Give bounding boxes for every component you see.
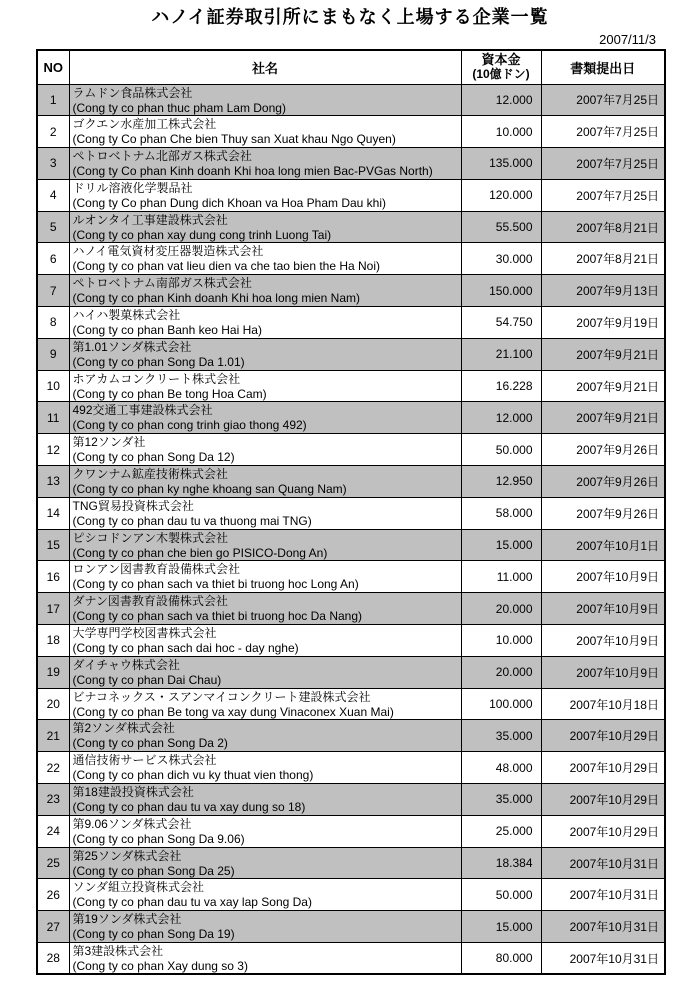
table-row [37,720,665,752]
table-row [37,497,665,529]
capital-cell: 10.000 [461,625,541,657]
row-number-cell: 5 [37,211,69,243]
company-name-japanese: ペトロベトナム北部ガス株式会社 [72,149,252,164]
capital-cell: 100.000 [461,688,541,720]
company-name-vietnamese: (Cong ty co phan Kinh doanh Khi hoa long mien Nam) [72,291,361,306]
header-capital-line2: (10億ドン) [472,67,530,82]
company-name-japanese: ダナン図書教育設備株式会社 [72,594,228,609]
company-name-cell [69,434,461,466]
table-row [37,561,665,593]
company-name-vietnamese: (Cong ty co phan sach va thiet bi truong hoc Da Nang) [72,609,362,624]
table-row [37,752,665,784]
page-title: ハノイ証券取引所にまもなく上場する企業一覧 [151,7,549,27]
table-row [37,625,665,657]
company-name-cell [69,402,461,434]
company-name-japanese: ビナコネックス・スアンマイコンクリート建設株式会社 [72,689,371,704]
capital-cell: 50.000 [461,879,541,911]
row-number-cell: 28 [37,943,69,975]
submission-date-cell: 2007年8月21日 [541,211,665,243]
submission-date-cell: 2007年9月21日 [541,370,665,402]
submission-date-cell: 2007年10月9日 [541,625,665,657]
table-row [37,179,665,211]
company-name-cell [69,815,461,847]
table-row [37,529,665,561]
company-name-cell [69,784,461,816]
company-name-vietnamese: (Cong ty co phan sach dai hoc - day nghe) [72,641,299,656]
header-submission-date: 書類提出日 [541,50,665,84]
row-number-cell: 8 [37,307,69,339]
row-number-cell: 25 [37,847,69,879]
company-name-japanese: ホアカムコンクリート株式会社 [72,371,241,386]
company-name-japanese: 第2ソンダ株式会社 [72,721,175,736]
company-name-vietnamese: (Cong ty co phan thuc pham Lam Dong) [72,100,286,115]
company-name-vietnamese: (Cong ty Co phan Che bien Thuy san Xuat khau Ngo Quyen) [72,132,396,147]
row-number-cell: 14 [37,497,69,529]
company-name-vietnamese: (Cong ty co phan Song Da 2) [72,736,228,751]
company-name-vietnamese: (Cong ty co phan Banh keo Hai Ha) [72,323,262,338]
company-name-vietnamese: (Cong ty co phan Song Da 25) [72,863,235,878]
company-name-vietnamese: (Cong ty Co phan Dung dich Khoan va Hoa Pham Dau khi) [72,195,387,210]
table-row [37,847,665,879]
company-name-vietnamese: (Cong ty co phan Song Da 12) [72,450,235,465]
table-row [37,815,665,847]
company-name-japanese: ドリル溶液化学製品社 [72,180,193,195]
capital-cell: 20.000 [461,593,541,625]
table-row [37,307,665,339]
company-name-cell [69,211,461,243]
submission-date-cell: 2007年10月31日 [541,879,665,911]
capital-cell: 15.000 [461,911,541,943]
company-name-vietnamese: (Cong ty co phan Be tong Hoa Cam) [72,386,267,401]
company-name-japanese: 第18建設投資株式会社 [72,785,194,800]
table-header-row [37,50,665,84]
row-number-cell: 3 [37,148,69,180]
company-name-cell [69,625,461,657]
row-number-cell: 21 [37,720,69,752]
row-number-cell: 17 [37,593,69,625]
company-name-japanese: ソンダ組立投資株式会社 [72,880,205,895]
row-number-cell: 24 [37,815,69,847]
submission-date-cell: 2007年10月9日 [541,561,665,593]
company-name-vietnamese: (Cong ty co phan Dai Chau) [72,672,222,687]
company-name-cell [69,561,461,593]
row-number-cell: 12 [37,434,69,466]
row-number-cell: 1 [37,84,69,116]
capital-cell: 16.228 [461,370,541,402]
company-name-japanese: ペトロベトナム南部ガス株式会社 [72,276,252,291]
company-name-japanese: ゴクエン水産加工株式会社 [72,117,217,132]
table-row [37,943,665,975]
capital-cell: 12.000 [461,402,541,434]
company-name-japanese: ダイチャウ株式会社 [72,657,180,672]
submission-date-cell: 2007年9月21日 [541,402,665,434]
capital-cell: 50.000 [461,434,541,466]
company-name-japanese: 第19ソンダ株式会社 [72,912,182,927]
company-name-cell [69,847,461,879]
company-name-vietnamese: (Cong ty co phan Song Da 1.01) [72,354,245,369]
table-row [37,593,665,625]
table-row [37,911,665,943]
company-name-cell [69,688,461,720]
capital-cell: 80.000 [461,943,541,975]
row-number-cell: 27 [37,911,69,943]
capital-cell: 150.000 [461,275,541,307]
company-name-vietnamese: (Cong ty co phan Song Da 9.06) [72,831,245,846]
capital-cell: 120.000 [461,179,541,211]
company-name-japanese: ピシコドンアン木製株式会社 [72,530,229,545]
company-name-cell [69,84,461,116]
capital-cell: 35.000 [461,720,541,752]
capital-cell: 12.950 [461,466,541,498]
company-name-cell [69,497,461,529]
submission-date-cell: 2007年10月31日 [541,847,665,879]
row-number-cell: 26 [37,879,69,911]
company-name-cell [69,179,461,211]
submission-date-cell: 2007年7月25日 [541,84,665,116]
company-name-japanese: クワンナム鉱産技術株式会社 [72,467,228,482]
capital-cell: 25.000 [461,815,541,847]
submission-date-cell: 2007年10月29日 [541,784,665,816]
company-name-japanese: 第3建設株式会社 [72,944,164,959]
company-name-japanese: 第9.06ソンダ株式会社 [72,816,192,831]
company-name-japanese: 大学専門学校図書株式会社 [72,626,217,641]
company-name-japanese: 492交通工事建設株式会社 [72,403,213,418]
table-row [37,116,665,148]
company-name-cell [69,943,461,975]
submission-date-cell: 2007年10月31日 [541,911,665,943]
row-number-cell: 22 [37,752,69,784]
capital-cell: 15.000 [461,529,541,561]
company-name-japanese: 第12ソンダ社 [72,435,146,450]
company-name-vietnamese: (Cong ty co phan dau tu va xay dung so 18) [72,800,306,815]
row-number-cell: 6 [37,243,69,275]
company-name-japanese: ハイハ製菓株式会社 [72,308,181,323]
submission-date-cell: 2007年10月1日 [541,529,665,561]
table-row [37,338,665,370]
company-name-cell [69,243,461,275]
table-row [37,784,665,816]
company-name-vietnamese: (Cong ty co phan dau tu va thuong mai TNG) [72,513,312,528]
submission-date-cell: 2007年10月9日 [541,656,665,688]
row-number-cell: 4 [37,179,69,211]
capital-cell: 54.750 [461,307,541,339]
company-name-cell [69,529,461,561]
capital-cell: 18.384 [461,847,541,879]
table-row [37,275,665,307]
company-name-vietnamese: (Cong ty co phan vat lieu dien va che tao bien the Ha Noi) [72,259,381,274]
row-number-cell: 20 [37,688,69,720]
submission-date-cell: 2007年9月13日 [541,275,665,307]
table-row [37,243,665,275]
row-number-cell: 11 [37,402,69,434]
submission-date-cell: 2007年8月21日 [541,243,665,275]
company-name-japanese: TNG貿易投資株式会社 [72,498,194,513]
submission-date-cell: 2007年9月26日 [541,434,665,466]
company-name-cell [69,720,461,752]
company-name-cell [69,466,461,498]
table-row [37,466,665,498]
row-number-cell: 19 [37,656,69,688]
table-row [37,211,665,243]
company-name-vietnamese: (Cong ty co phan sach va thiet bi truong hoc Long An) [72,577,359,592]
company-name-japanese: ハノイ電気資材変圧器製造株式会社 [72,244,264,259]
company-name-vietnamese: (Cong ty co phan che bien go PISICO-Dong An) [72,545,328,560]
company-name-vietnamese: (Cong ty co phan Song Da 19) [72,927,235,942]
capital-cell: 21.100 [461,338,541,370]
capital-cell: 35.000 [461,784,541,816]
submission-date-cell: 2007年7月25日 [541,148,665,180]
company-name-vietnamese: (Cong ty co phan xay dung cong trinh Luong Tai) [72,227,332,242]
submission-date-cell: 2007年9月21日 [541,338,665,370]
table-row [37,148,665,180]
company-name-vietnamese: (Cong ty Co phan Kinh doanh Khi hoa long mien Bac-PVGas North) [72,164,433,179]
table-row [37,656,665,688]
table-row [37,879,665,911]
table-row [37,688,665,720]
company-name-cell [69,593,461,625]
capital-cell: 135.000 [461,148,541,180]
company-name-vietnamese: (Cong ty co phan cong trinh giao thong 492) [72,418,307,433]
row-number-cell: 7 [37,275,69,307]
company-name-japanese: ルオンタイ工事建設株式会社 [72,212,228,227]
company-name-japanese: ロンアン図書教育設備株式会社 [72,562,241,577]
report-date: 2007/11/3 [599,32,656,47]
submission-date-cell: 2007年10月29日 [541,752,665,784]
capital-cell: 30.000 [461,243,541,275]
company-name-cell [69,911,461,943]
company-name-vietnamese: (Cong ty co phan ky nghe khoang san Quang Nam) [72,482,347,497]
company-name-cell [69,307,461,339]
company-name-vietnamese: (Cong ty co phan dau tu va xay lap Song Da) [72,895,312,910]
row-number-cell: 13 [37,466,69,498]
header-company-name: 社名 [69,50,461,84]
table-row [37,84,665,116]
company-name-japanese: 第1.01ソンダ株式会社 [72,339,192,354]
submission-date-cell: 2007年10月9日 [541,593,665,625]
capital-cell: 48.000 [461,752,541,784]
company-name-vietnamese: (Cong ty co phan dich vu ky thuat vien thong) [72,768,314,783]
row-number-cell: 9 [37,338,69,370]
header-capital [461,50,541,84]
company-name-cell [69,656,461,688]
company-name-vietnamese: (Cong ty co phan Xay dung so 3) [72,959,248,974]
row-number-cell: 15 [37,529,69,561]
companies-table [36,49,666,975]
submission-date-cell: 2007年7月25日 [541,179,665,211]
table-row [37,370,665,402]
company-name-cell [69,148,461,180]
company-name-cell [69,879,461,911]
company-name-cell [69,275,461,307]
capital-cell: 10.000 [461,116,541,148]
row-number-cell: 23 [37,784,69,816]
submission-date-cell: 2007年10月29日 [541,815,665,847]
table-body [37,84,665,974]
row-number-cell: 16 [37,561,69,593]
company-name-japanese: 通信技術サービス株式会社 [72,753,217,768]
submission-date-cell: 2007年9月19日 [541,307,665,339]
submission-date-cell: 2007年10月31日 [541,943,665,975]
row-number-cell: 10 [37,370,69,402]
submission-date-cell: 2007年9月26日 [541,497,665,529]
submission-date-cell: 2007年10月18日 [541,688,665,720]
capital-cell: 58.000 [461,497,541,529]
submission-date-cell: 2007年9月26日 [541,466,665,498]
company-name-cell [69,370,461,402]
row-number-cell: 2 [37,116,69,148]
capital-cell: 20.000 [461,656,541,688]
company-name-cell [69,752,461,784]
header-capital-line1: 資本金 [481,52,521,68]
company-name-japanese: ラムドン食品株式会社 [72,85,193,100]
capital-cell: 11.000 [461,561,541,593]
capital-cell: 12.000 [461,84,541,116]
company-name-cell [69,338,461,370]
submission-date-cell: 2007年7月25日 [541,116,665,148]
row-number-cell: 18 [37,625,69,657]
company-name-cell [69,116,461,148]
company-name-japanese: 第25ソンダ株式会社 [72,848,182,863]
table-row [37,402,665,434]
capital-cell: 55.500 [461,211,541,243]
table-row [37,434,665,466]
company-name-vietnamese: (Cong ty co phan Be tong va xay dung Vinaconex Xuan Mai) [72,704,394,719]
submission-date-cell: 2007年10月29日 [541,720,665,752]
header-no: NO [37,50,69,84]
